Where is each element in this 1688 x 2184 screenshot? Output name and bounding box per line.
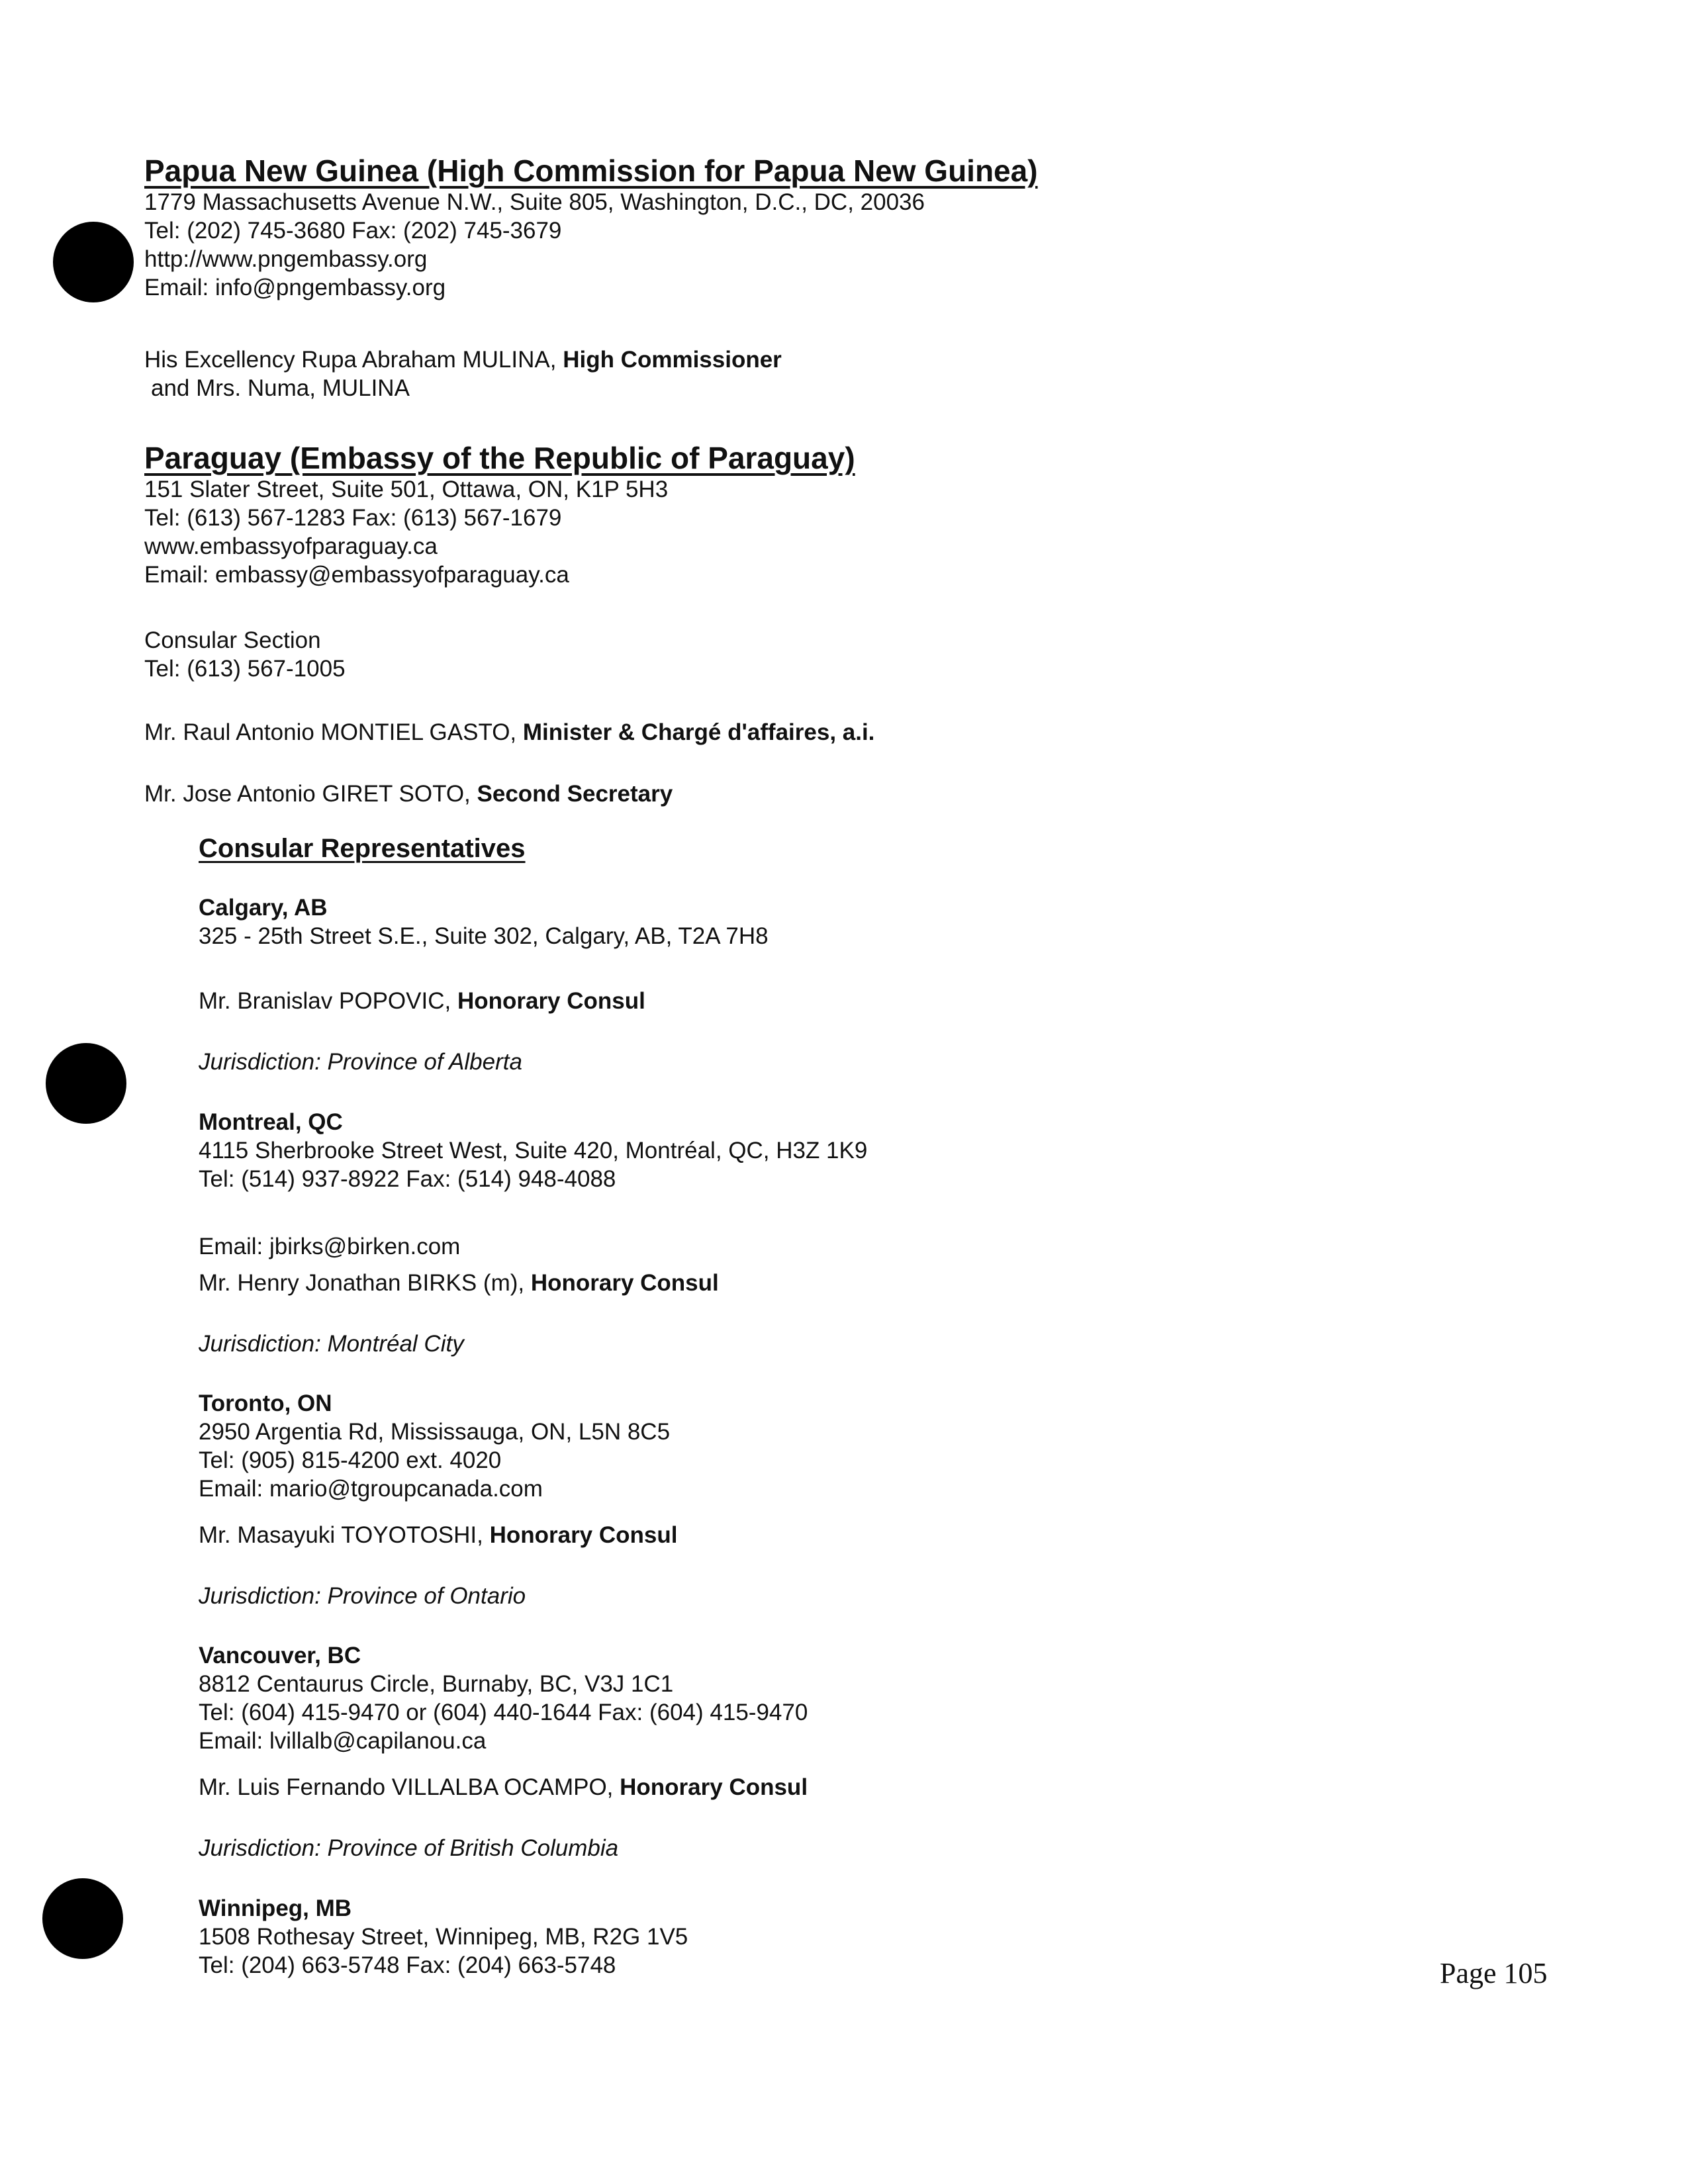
rep-calgary-consul	[199, 987, 645, 1015]
png-official-spouse: and Mrs. Numa, MULINA	[151, 375, 410, 401]
paraguay-section	[144, 441, 855, 589]
paraguay-tel: Tel: (613) 567-1283 Fax: (613) 567-1679	[144, 505, 562, 531]
rep-vancouver-jurisdiction: Jurisdiction: Province of British Columbia	[199, 1835, 619, 1861]
rep-montreal	[199, 1108, 867, 1193]
official-name: His Excellency Rupa Abraham MULINA,	[144, 347, 563, 373]
rep-city: Calgary, AB	[199, 895, 328, 921]
official-title: Second Secretary	[477, 781, 673, 807]
official-name: Mr. Jose Antonio GIRET SOTO,	[144, 781, 477, 807]
rep-tel: Tel: (514) 937-8922 Fax: (514) 948-4088	[199, 1166, 616, 1192]
paraguay-official-2	[144, 780, 673, 808]
rep-address: 1508 Rothesay Street, Winnipeg, MB, R2G 1V5	[199, 1924, 688, 1950]
rep-calgary-jurisdiction: Jurisdiction: Province of Alberta	[199, 1049, 522, 1075]
paraguay-email[interactable]: Email: embassy@embassyofparaguay.ca	[144, 562, 569, 588]
png-official-1	[144, 345, 782, 374]
rep-montreal-jurisdiction: Jurisdiction: Montréal City	[199, 1331, 464, 1357]
png-heading: Papua New Guinea (High Commission for Papua New Guinea)	[144, 154, 1038, 188]
rep-vancouver-consul	[199, 1773, 808, 1801]
official-title: Minister & Chargé d'affaires, a.i.	[522, 719, 875, 745]
rep-winnipeg	[199, 1894, 688, 1979]
paraguay-consular-section	[144, 626, 346, 683]
png-tel: Tel: (202) 745-3680 Fax: (202) 745-3679	[144, 218, 562, 244]
punch-hole-middle	[46, 1043, 126, 1124]
paraguay-heading: Paraguay (Embassy of the Republic of Paraguay)	[144, 441, 855, 475]
consular-section-label: Consular Section	[144, 627, 321, 653]
rep-address: 325 - 25th Street S.E., Suite 302, Calgary, AB, T2A 7H8	[199, 923, 769, 949]
png-email[interactable]: Email: info@pngembassy.org	[144, 275, 446, 300]
consular-section-tel: Tel: (613) 567-1005	[144, 656, 346, 682]
paraguay-address: 151 Slater Street, Suite 501, Ottawa, ON, K1P 5H3	[144, 477, 669, 502]
rep-address: 8812 Centaurus Circle, Burnaby, BC, V3J 1C1	[199, 1671, 674, 1697]
consular-representatives-heading: Consular Representatives	[199, 834, 526, 863]
consul-title: Honorary Consul	[620, 1774, 808, 1800]
consul-name: Mr. Masayuki TOYOTOSHI,	[199, 1522, 490, 1548]
rep-tel: Tel: (204) 663-5748 Fax: (204) 663-5748	[199, 1952, 616, 1978]
rep-email[interactable]: Email: lvillalb@capilanou.ca	[199, 1728, 487, 1754]
rep-city: Winnipeg, MB	[199, 1895, 352, 1921]
paraguay-website[interactable]: www.embassyofparaguay.ca	[144, 533, 438, 559]
rep-montreal-consul	[199, 1269, 719, 1297]
rep-email[interactable]: Email: mario@tgroupcanada.com	[199, 1476, 543, 1502]
rep-tel: Tel: (905) 815-4200 ext. 4020	[199, 1447, 502, 1473]
rep-city: Toronto, ON	[199, 1390, 332, 1416]
rep-tel: Tel: (604) 415-9470 or (604) 440-1644 Fax: (604) 415-9470	[199, 1700, 808, 1725]
consul-title: Honorary Consul	[530, 1270, 719, 1296]
rep-city: Montreal, QC	[199, 1109, 343, 1135]
punch-hole-top	[53, 222, 134, 302]
consul-name: Mr. Luis Fernando VILLALBA OCAMPO,	[199, 1774, 620, 1800]
consul-title: Honorary Consul	[457, 988, 645, 1014]
rep-toronto-consul	[199, 1521, 677, 1549]
consul-name: Mr. Henry Jonathan BIRKS (m),	[199, 1270, 531, 1296]
rep-calgary	[199, 893, 769, 950]
png-website[interactable]: http://www.pngembassy.org	[144, 246, 428, 272]
rep-address: 4115 Sherbrooke Street West, Suite 420, Montréal, QC, H3Z 1K9	[199, 1138, 868, 1163]
rep-city: Vancouver, BC	[199, 1643, 361, 1668]
consul-name: Mr. Branislav POPOVIC,	[199, 988, 457, 1014]
official-name: Mr. Raul Antonio MONTIEL GASTO,	[144, 719, 523, 745]
consul-title: Honorary Consul	[489, 1522, 678, 1548]
png-section	[144, 154, 1038, 302]
punch-hole-bottom	[42, 1878, 123, 1959]
png-address: 1779 Massachusetts Avenue N.W., Suite 805, Washington, D.C., DC, 20036	[144, 189, 925, 215]
rep-toronto-jurisdiction: Jurisdiction: Province of Ontario	[199, 1583, 526, 1609]
paraguay-official-1	[144, 718, 874, 747]
png-officials	[144, 345, 782, 402]
rep-address: 2950 Argentia Rd, Mississauga, ON, L5N 8C5	[199, 1419, 671, 1445]
page-number: Page 105	[1440, 1957, 1548, 1989]
rep-montreal-email[interactable]: Email: jbirks@birken.com	[199, 1234, 461, 1259]
rep-vancouver	[199, 1641, 808, 1755]
rep-toronto	[199, 1389, 670, 1503]
official-title: High Commissioner	[563, 347, 782, 373]
